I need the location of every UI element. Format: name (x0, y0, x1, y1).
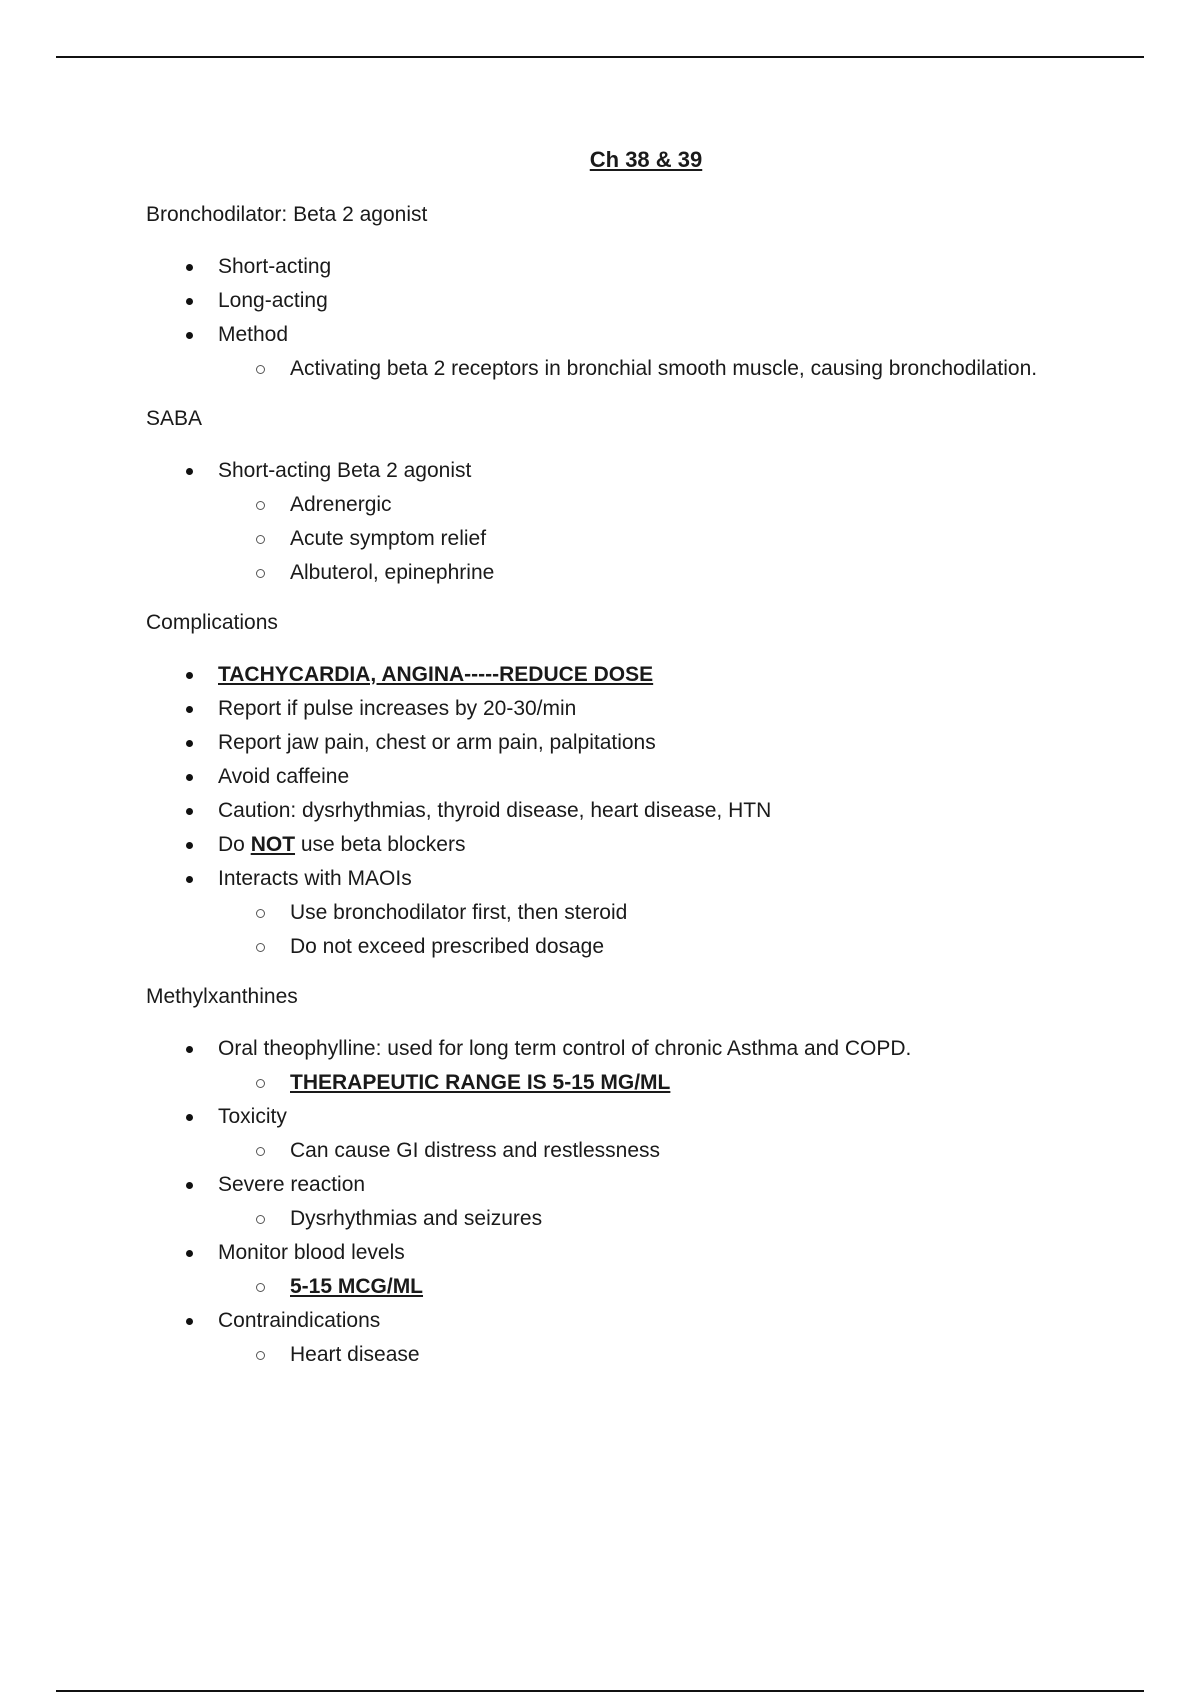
sub-list-item-text: Acute symptom relief (290, 527, 487, 550)
list-item (146, 658, 1046, 692)
bullet-list (146, 1032, 1046, 1372)
list-item-text-emphasis: TACHYCARDIA, ANGINA-----REDUCE DOSE (218, 663, 654, 686)
sub-list-item (218, 1338, 1046, 1372)
sub-list-item (218, 352, 1046, 386)
list-item (146, 794, 1046, 828)
list-item (146, 1032, 1046, 1100)
list-item (146, 862, 1046, 964)
section-heading: Complications (146, 611, 278, 634)
list-item (146, 1236, 1046, 1304)
sub-list (218, 1202, 1046, 1236)
sub-list-item (218, 1066, 1046, 1100)
list-item-text: Caution: dysrhythmias, thyroid disease, heart disease, HTN (218, 799, 772, 822)
sub-list (218, 896, 1046, 964)
sub-list-item (218, 1134, 1046, 1168)
sub-list-item-text: Adrenergic (290, 493, 392, 516)
section-methylxanthines (146, 982, 1046, 1372)
header-rule (56, 56, 1144, 58)
list-item (146, 318, 1046, 386)
list-item-text: Monitor blood levels (218, 1241, 405, 1264)
sub-list-item (218, 1270, 1046, 1304)
list-item-text: Interacts with MAOIs (218, 867, 412, 890)
section-heading: SABA (146, 407, 203, 430)
section-complications (146, 608, 1046, 964)
sub-list-item (218, 522, 1046, 556)
sub-list-item (218, 930, 1046, 964)
sub-list-item-text: Can cause GI distress and restlessness (290, 1139, 661, 1162)
sub-list-item (218, 556, 1046, 590)
list-item (146, 760, 1046, 794)
section-saba (146, 404, 1046, 590)
section-heading: Methylxanthines (146, 985, 298, 1008)
sub-list-item-text: Dysrhythmias and seizures (290, 1207, 543, 1230)
list-item-text: Toxicity (218, 1105, 287, 1128)
sub-list (218, 352, 1046, 386)
list-item (146, 1304, 1046, 1372)
sub-list-item-text: Do not exceed prescribed dosage (290, 935, 605, 958)
footer-rule (56, 1690, 1144, 1692)
list-item-text: Oral theophylline: used for long term control of chronic Asthma and COPD. (218, 1037, 912, 1060)
page-title: Ch 38 & 39 (589, 147, 703, 172)
list-item-text: Report if pulse increases by 20-30/min (218, 697, 577, 720)
list-item-text: Short-acting (218, 255, 332, 278)
list-item (146, 454, 1046, 590)
sub-list-item (218, 488, 1046, 522)
list-item (146, 1100, 1046, 1168)
bullet-list (146, 454, 1046, 590)
list-item-text: Severe reaction (218, 1173, 366, 1196)
sub-list (218, 1270, 1046, 1304)
document-body (146, 140, 1046, 1390)
sub-list (218, 1134, 1046, 1168)
list-item-text: Long-acting (218, 289, 328, 312)
list-item (146, 726, 1046, 760)
sub-list (218, 488, 1046, 590)
sub-list-item-text: Activating beta 2 receptors in bronchial smooth muscle, causing bronchodilation. (290, 357, 1038, 380)
section-bronchodilator (146, 200, 1046, 386)
list-item-text: Do (218, 833, 251, 856)
sub-list-item-text-emphasis: THERAPEUTIC RANGE IS 5-15 MG/ML (290, 1071, 671, 1094)
sub-list-item-text: Use bronchodilator first, then steroid (290, 901, 628, 924)
sub-list-item-text-emphasis: 5-15 MCG/ML (290, 1275, 424, 1298)
list-item (146, 250, 1046, 284)
list-item-text: Short-acting Beta 2 agonist (218, 459, 472, 482)
sub-list-item-text: Albuterol, epinephrine (290, 561, 495, 584)
sub-list-item (218, 1202, 1046, 1236)
list-item-text: Avoid caffeine (218, 765, 350, 788)
list-item-text: Contraindications (218, 1309, 381, 1332)
bullet-list (146, 658, 1046, 964)
sub-list-item (218, 896, 1046, 930)
list-item (146, 692, 1046, 726)
sub-list (218, 1338, 1046, 1372)
list-item (146, 284, 1046, 318)
list-item-text: use beta blockers (295, 833, 466, 856)
list-item (146, 1168, 1046, 1236)
list-item-text: Method (218, 323, 289, 346)
list-item-text: Report jaw pain, chest or arm pain, palpitations (218, 731, 656, 754)
section-heading: Bronchodilator: Beta 2 agonist (146, 203, 428, 226)
sub-list-item-text: Heart disease (290, 1343, 420, 1366)
emphasis-not: NOT (250, 833, 296, 856)
list-item (146, 828, 1046, 862)
bullet-list (146, 250, 1046, 386)
sub-list (218, 1066, 1046, 1100)
